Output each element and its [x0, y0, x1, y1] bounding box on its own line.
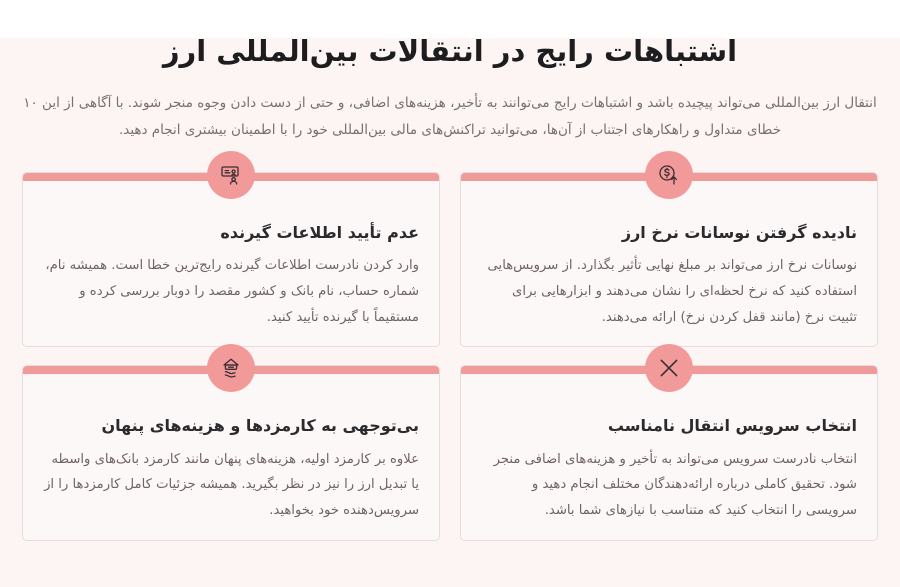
intro-paragraph: انتقال ارز بین‌المللی می‌تواند پیچیده باشد و اشتباهات رایج می‌توانند به تأخیر، هزینه‌های اضافی، و حتی از دست دادن وجوه منجر شوند. با آگاهی از این ۱۰ خطای متداول و راهکارهای اجتناب از آن‌ها، می‌توانید تراکنش‌های مالی بین‌المللی خود را با اطمینان بیشتری انجام دهید.: [23, 95, 877, 139]
mistake-card: [460, 365, 878, 540]
hidden-fees-money-icon: [207, 344, 255, 392]
mistake-card-grid: [22, 172, 878, 541]
card-body: علاوه بر کارمزد اولیه، هزینه‌های پنهان مانند کارمزد بانک‌های واسطه یا تبدیل ارز را نیز در نظر بگیرید. همیشه جزئیات کامل کارمزدها را از سرویس‌دهنده خود بخواهید.: [44, 451, 419, 519]
close-x-icon: [645, 344, 693, 392]
card-title: نادیده گرفتن نوسانات نرخ ارز: [621, 223, 857, 243]
card-body: وارد کردن نادرست اطلاعات گیرنده رایج‌ترین خطا است. همیشه نام، شماره حساب، نام بانک و کشور مقصد را دوبار بررسی کرده و مستقیماً با گیرنده تأیید کنید.: [45, 258, 419, 325]
mistake-card: [460, 172, 878, 347]
recipient-id-card-icon: [207, 151, 255, 199]
card-body: نوسانات نرخ ارز می‌تواند بر مبلغ نهایی تأثیر بگذارد. از سرویس‌هایی استفاده کنید که نرخ لحظه‌ای را نشان می‌دهند و ابزارهایی برای تثبیت نرخ (مانند قفل کردن نرخ) ارائه می‌دهند.: [487, 258, 857, 325]
currency-exchange-rate-icon: [645, 151, 693, 199]
card-title: بی‌توجهی به کارمزدها و هزینه‌های پنهان: [101, 416, 419, 436]
mistake-card: [22, 172, 440, 347]
page-title: اشتباهات رایج در انتقالات بین‌المللی ارز: [162, 34, 738, 68]
mistake-card: [22, 365, 440, 540]
card-title: عدم تأیید اطلاعات گیرنده: [220, 223, 419, 243]
card-body: انتخاب نادرست سرویس می‌تواند به تأخیر و هزینه‌های اضافی منجر شود. تحقیق کاملی درباره ارائه‌دهندگان مختلف انجام دهید و سرویسی را انتخاب کنید که متناسب با نیازهای شما باشد.: [493, 451, 857, 519]
card-title: انتخاب سرویس انتقال نامناسب: [607, 416, 857, 436]
